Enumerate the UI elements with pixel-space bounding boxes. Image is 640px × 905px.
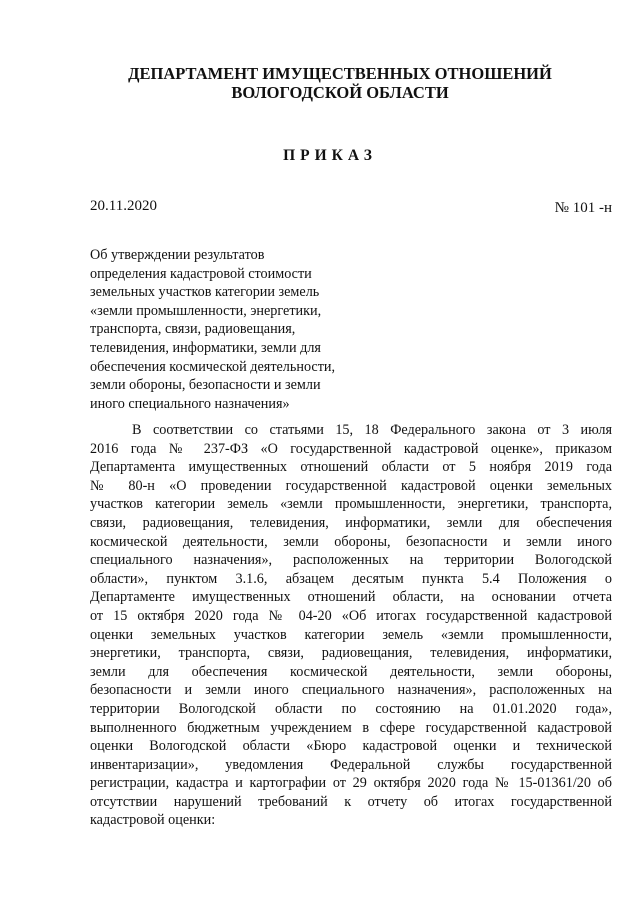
body-line: № 80-н «О проведении государственной кадастровой оценки земельных (90, 477, 612, 494)
body-line: выполненного бюджетным учреждением в сфере государственной кадастровой (90, 719, 612, 736)
subject-line: транспорта, связи, радиовещания, (90, 321, 296, 338)
department-header-line-1: ДЕПАРТАМЕНТ ИМУЩЕСТВЕННЫХ ОТНОШЕНИЙ (128, 64, 552, 83)
subject-line: земли обороны, безопасности и земли (90, 377, 321, 394)
body-line: оценки Вологодской области «Бюро кадастровой оценки и технической (90, 738, 612, 755)
body-line: области», пунктом 3.1.6, абзацем десятым пункта 5.4 Положения о (90, 570, 612, 587)
body-line: В соответствии со статьями 15, 18 Федерального закона от 3 июля (132, 422, 612, 438)
body-line: отсутствии нарушений требований к отчету об итогах государственной (90, 793, 612, 810)
subject-line: иного специального назначения» (90, 395, 290, 412)
body-line: от 15 октября 2020 года № 04-20 «Об итогах государственной кадастровой (90, 607, 612, 624)
document-body-paragraph (90, 421, 612, 830)
subject-line: земельных участков категории земель (90, 284, 320, 301)
body-line: безопасности и земли иного специального назначения», расположенных на (90, 682, 612, 699)
body-line: энергетики, транспорта, связи, радиовещания, телевидения, информатики, (90, 645, 612, 662)
subject-line: обеспечения космической деятельности, (90, 358, 336, 375)
body-line: участков категории земель «земли промышленности, энергетики, транспорта, (90, 496, 612, 513)
body-line: регистрации, кадастра и картографии от 29 октября 2020 года № 15-01361/20 об (90, 775, 612, 792)
subject-line: определения кадастровой стоимости (90, 265, 312, 282)
body-line: связи, радиовещания, телевидения, информатики, земли для обеспечения (90, 514, 612, 531)
body-line: инвентаризации», уведомления Федеральной службы государственной (90, 756, 612, 773)
department-header-line-2: ВОЛОГОДСКОЙ ОБЛАСТИ (231, 83, 449, 102)
body-line: Департамента имущественных отношений области от 5 ноября 2019 года (90, 459, 612, 476)
body-line: земли для обеспечения космической деятельности, земли обороны, (90, 663, 612, 680)
body-line: территории Вологодской области по состоянию на 01.01.2020 года», (90, 700, 612, 717)
document-date: 20.11.2020 (90, 198, 157, 214)
body-line: Департаменте имущественных отношений области, на основании отчета (90, 589, 612, 606)
body-line: оценки земельных участков категории земель «земли промышленности, (90, 626, 612, 643)
body-line: космической деятельности, земли обороны, безопасности и земли иного (90, 533, 612, 550)
subject-line: «земли промышленности, энергетики, (90, 302, 322, 319)
subject-line: Об утверждении результатов (90, 247, 265, 263)
document-subject (90, 246, 380, 413)
document-type-title: ПРИКАЗ (283, 147, 377, 164)
body-line: специального назначения», расположенных на территории Вологодской (90, 552, 612, 569)
subject-line: телевидения, информатики, земли для (90, 339, 321, 356)
department-header (60, 64, 620, 102)
body-line: кадастровой оценки: (90, 812, 216, 829)
document-number: № 101 -н (554, 200, 612, 216)
body-line: 2016 года № 237-ФЗ «О государственной кадастровой оценке», приказом (90, 440, 612, 457)
